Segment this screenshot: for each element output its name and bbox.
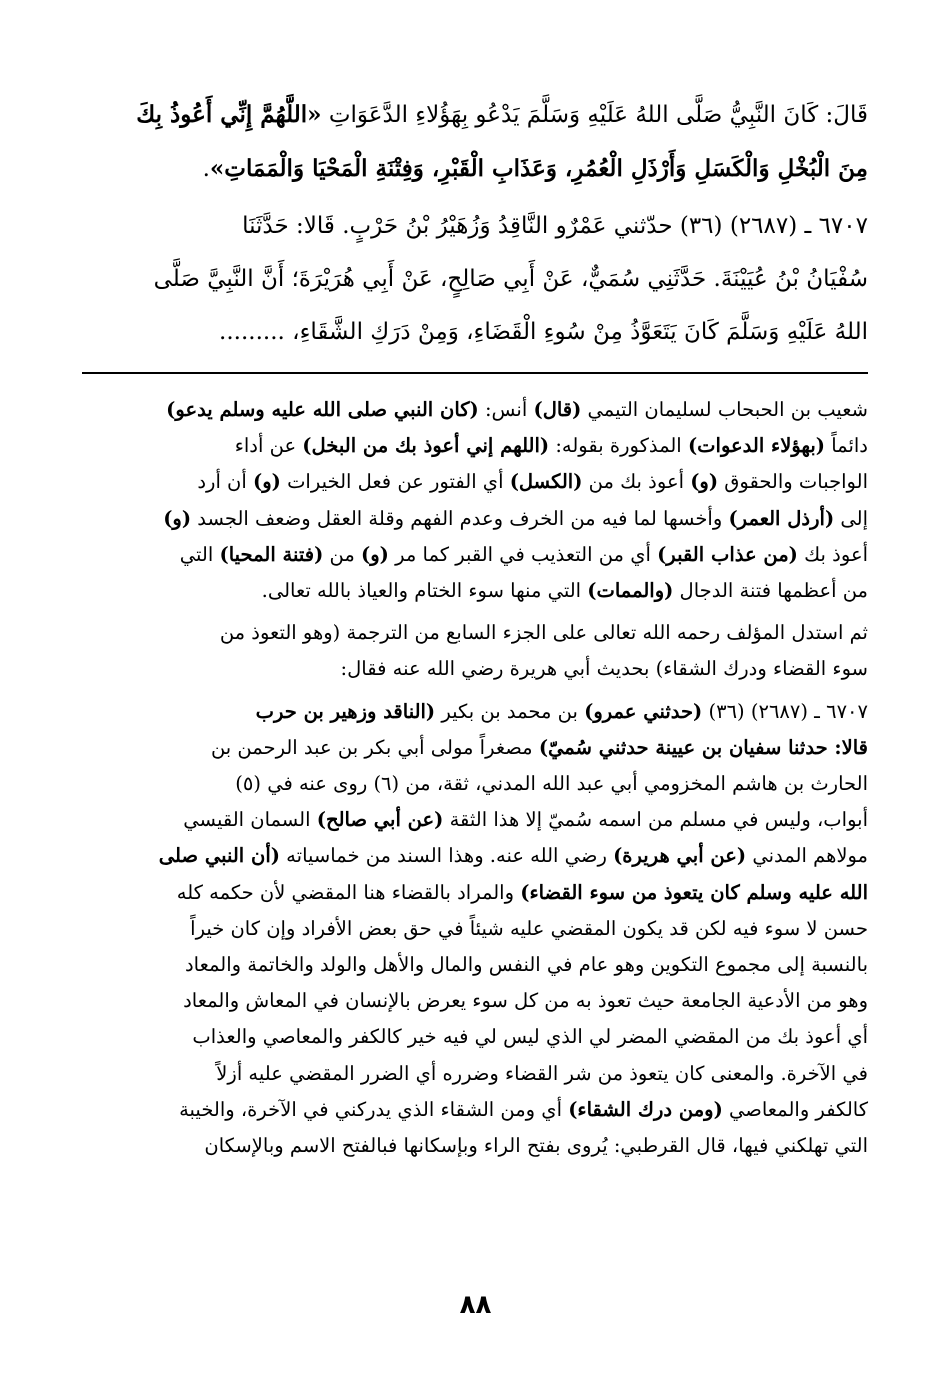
quoted-matn-text: (الناقد وزهير بن حرب: [255, 699, 436, 723]
commentary-line: [82, 875, 868, 911]
commentary-text: أبواب، وليس في مسلم من اسمه سُميّ إلا هذا الثقة: [443, 808, 868, 832]
commentary-text: سوء القضاء ودرك الشقاء) بحديث أبي هريرة رضي الله عنه فقال:: [340, 657, 868, 681]
commentary-text: وهو من الأدعية الجامعة حيث تعوذ به من كل سوء يعرض بالإنسان في المعاش والمعاد: [183, 989, 868, 1013]
commentary-line: [82, 947, 868, 983]
quoted-matn-text: (عن أبي هريرة): [613, 844, 747, 868]
quoted-matn-text: (و): [253, 470, 281, 494]
commentary-line: [82, 537, 868, 573]
commentary-text: ٦٧٠٧ ـ (٢٦٨٧) (٣٦): [702, 699, 868, 723]
commentary-text: حسن لا سوء فيه لكن قد يكون المقضي عليه شيئاً في حق بعض الأفراد وإن كان خيراً: [190, 916, 868, 940]
quoted-matn-text: قالا: حدثنا سفيان بن عيينة حدثني سُميّ): [538, 735, 868, 759]
commentary-text: إلى: [834, 506, 868, 530]
commentary-line: [82, 911, 868, 947]
commentary-line: [82, 1019, 868, 1055]
commentary-line: [82, 1056, 868, 1092]
commentary-line: [82, 501, 868, 537]
quoted-matn-text: (أرذل العمر): [728, 506, 835, 530]
commentary-line: [82, 730, 868, 766]
commentary-line: [82, 983, 868, 1019]
hadith-dua-text: مِنَ الْبُخْلِ وَالْكَسَلِ وَأَرْذَلِ الْعُمُرِ، وَعَذَابِ الْقَبْرِ، وَفِتْنَةِ الْمَحْيَا وَالْمَمَاتِ»: [209, 155, 868, 182]
quoted-matn-text: (اللهم إني أعوذ بك من البخل): [302, 434, 550, 458]
commentary-line: [82, 694, 868, 730]
hadith-line: سُفْيَانُ بْنُ عُيَيْنَةَ. حَدَّثَنِي سُمَيٌّ، عَنْ أَبِي صَالِحٍ، عَنْ أَبِي هُرَيْرَةَ؛ أَنَّ النَّبِيَّ صَلَّى: [153, 266, 868, 292]
commentary-text: التي منها سوء الختام والعياذ بالله تعالى.: [261, 579, 588, 603]
commentary-text: كالكفر والمعاصي: [722, 1097, 868, 1121]
quoted-matn-text: الله عليه وسلم كان يتعوذ من سوء القضاء): [520, 880, 868, 904]
commentary-block: [82, 392, 868, 1164]
commentary-text: من أعظمها فتنة الدجال: [673, 579, 868, 603]
hadith-line: اللهُ عَلَيْهِ وَسَلَّمَ كَانَ يَتَعَوَّذُ مِنْ سُوءِ الْقَضَاءِ، وَمِنْ دَرَكِ الشَّقَاءِ، .........: [219, 319, 868, 345]
commentary-text: شعيب بن الحبحاب لسليمان التيمي: [581, 398, 868, 421]
quoted-matn-text: (ومن درك الشقاء): [568, 1097, 723, 1121]
quoted-matn-text: (حدثني عمرو): [584, 699, 703, 723]
commentary-line: [82, 615, 868, 651]
commentary-text: ثم استدل المؤلف رحمه الله تعالى على الجزء السابع من الترجمة (وهو التعوذ من: [219, 621, 868, 645]
commentary-text: من: [323, 542, 362, 566]
hadith-line: [82, 142, 868, 196]
commentary-line: [82, 651, 868, 687]
quoted-matn-text: (فتنة المحيا): [219, 542, 324, 566]
hadith-block: [82, 88, 868, 359]
commentary-line: [82, 838, 868, 874]
commentary-text: أنس:: [478, 398, 534, 421]
commentary-text: أن أرد: [197, 470, 253, 494]
commentary-line: [82, 428, 868, 464]
commentary-text: عن أداء: [234, 434, 303, 458]
quoted-matn-text: (و): [361, 542, 389, 566]
commentary-text: أعوذ بك: [797, 542, 868, 566]
hadith-line: ٦٧٠٧ ـ (٢٦٨٧) (٣٦) حدّثني عَمْرٌو النَّاقِدُ وَزُهَيْرُ بْنُ حَرْبٍ. قَالا: حَدَّثَنَا: [242, 213, 868, 239]
hadith-text: قَالَ: كَانَ النَّبِيُّ صَلَّى اللهُ عَلَيْهِ وَسَلَّمَ يَدْعُو بِهَؤُلاءِ الدَّعَوَاتِ: [321, 102, 868, 128]
hadith-dua-text: «اللَّهُمَّ إِنِّي أَعُوذُ بِكَ: [136, 101, 322, 128]
commentary-text: والمراد بالقضاء هنا المقضي لأن حكمه كله: [176, 880, 521, 904]
quoted-matn-text: (أن النبي صلى: [158, 844, 280, 868]
commentary-text: أي من التعذيب في القبر كما مر: [388, 542, 658, 566]
quoted-matn-text: (من عذاب القبر): [657, 542, 798, 566]
quoted-matn-text: (و): [690, 470, 719, 494]
commentary-text: أي ومن الشقاء الذي يدركني في الآخرة، والخيبة: [179, 1097, 569, 1121]
commentary-line: [82, 464, 868, 500]
commentary-text: التي: [179, 542, 220, 566]
commentary-text: بن محمد بن بكير: [435, 699, 585, 723]
commentary-text: التي تهلكني فيها، قال القرطبي: يُروى بفتح الراء وبإسكانها فبالفتح الاسم وبالإسكان: [204, 1134, 868, 1158]
commentary-text: الواجبات والحقوق: [718, 470, 868, 494]
quoted-matn-text: (و): [163, 506, 192, 530]
commentary-text: أعوذ بك من: [582, 470, 691, 494]
commentary-text: دائماً: [825, 434, 868, 458]
quoted-matn-text: (قال): [533, 398, 582, 421]
commentary-text: بالنسبة إلى مجموع التكوين وهو عام في النفس والمال والأهل والولد والخاتمة والمعاد: [185, 953, 868, 977]
hadith-text: .: [202, 156, 210, 182]
quoted-matn-text: (الكسل): [509, 470, 583, 494]
commentary-text: مصغراً مولى أبي بكر بن عبد الرحمن بن: [210, 735, 539, 759]
commentary-text: أي الفتور عن فعل الخيرات: [280, 470, 510, 494]
commentary-line: [82, 573, 868, 609]
commentary-text: المذكورة بقوله:: [549, 434, 688, 458]
commentary-text: أي أعوذ بك من المقضي المضر لي الذي ليس لي فيه خير كالكفر والمعاصي والعذاب: [192, 1025, 868, 1049]
quoted-matn-text: (بهؤلاء الدعوات): [687, 434, 826, 458]
commentary-text: وأخسها لما فيه من الخرف وعدم الفهم وقلة العقل وضعف الجسد: [191, 506, 729, 530]
commentary-text: الحارث بن هاشم المخزومي أبي عبد الله المدني، ثقة، من (٦) روى عنه في (٥): [235, 772, 868, 796]
commentary-text: السمان القيسي: [183, 808, 317, 832]
quoted-matn-text: (كان النبي صلى الله عليه وسلم يدعو): [166, 398, 479, 421]
footnote-divider: [82, 372, 868, 374]
hadith-line: [82, 88, 868, 142]
commentary-line: [82, 392, 868, 428]
commentary-line: [82, 1128, 868, 1164]
commentary-line: [82, 802, 868, 838]
commentary-line: [82, 766, 868, 802]
commentary-text: رضي الله عنه. وهذا السند من خماسياته: [279, 844, 614, 868]
commentary-line: [82, 1092, 868, 1128]
commentary-text: في الآخرة. والمعنى كان يتعوذ من شر القضاء وضرره أي الضرر المقضي عليه أزلاً: [216, 1061, 868, 1085]
commentary-text: مولاهم المدني: [746, 844, 868, 868]
quoted-matn-text: (عن أبي صالح): [316, 808, 444, 832]
quoted-matn-text: (والممات): [587, 579, 674, 603]
page-number: ٨٨: [459, 1290, 492, 1320]
